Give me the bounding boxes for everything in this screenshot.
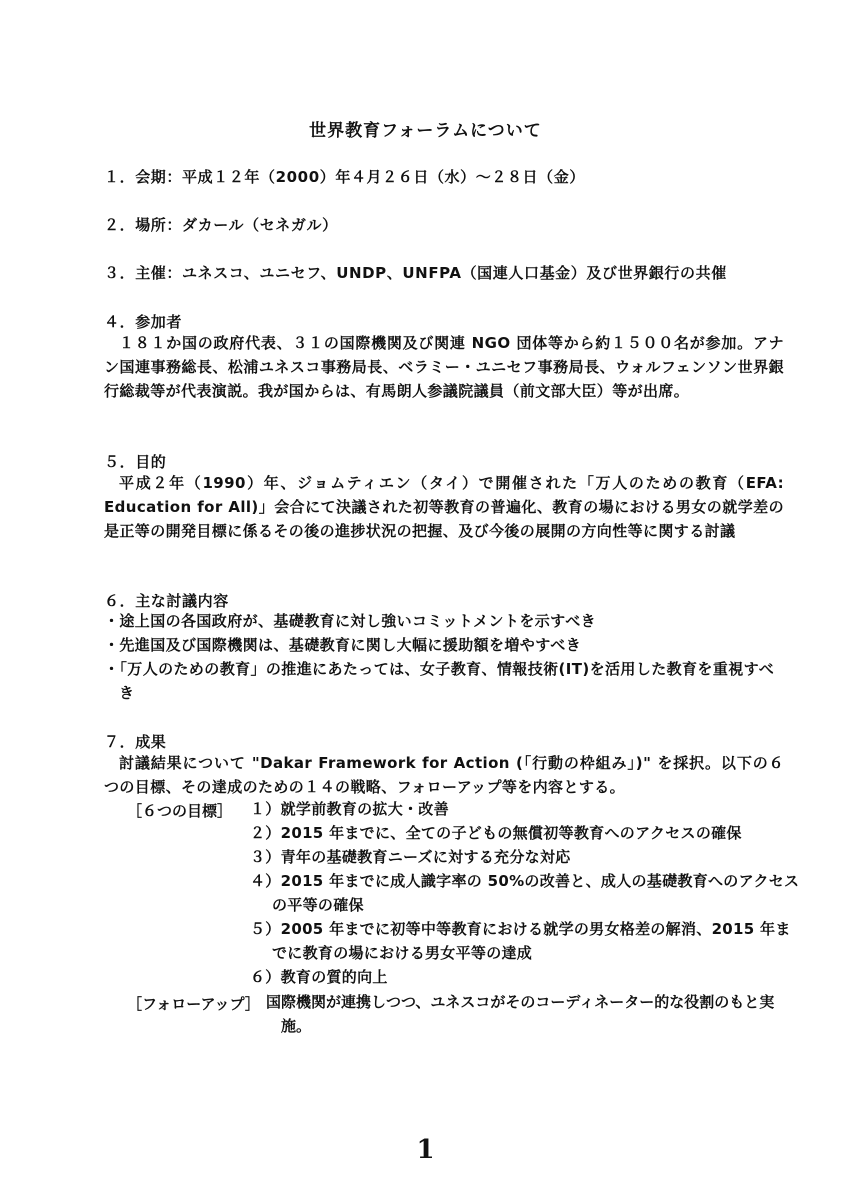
section-1-dates: １．会期：平成１２年（2000）年４月２６日（水）～２８日（金） bbox=[104, 168, 585, 186]
section-2-venue: ２．場所：ダカール（セネガル） bbox=[104, 216, 338, 234]
section-7-heading: ７．成果 bbox=[104, 733, 167, 751]
section-3-organizers: ３．主催：ユネスコ、ユニセフ、UNDP、UNFPA（国連人口基金）及び世界銀行の共催 bbox=[104, 264, 727, 282]
section-4-body: １８１か国の政府代表、３１の国際機関及び関連 NGO 団体等から約１５００名が参加。アナン国連事務総長、松浦ユネスコ事務局長、ベラミー・ユニセフ事務局長、ウォルフェンソン世界銀行総裁等が代表演説。我が国からは、有馬朗人参議院議員（前文部大臣）等が出席。 bbox=[104, 334, 784, 400]
goals-label: ［６つの目標］ bbox=[127, 802, 233, 820]
list-item: ・「万人のための教育」の推進にあたっては、女子教育、情報技術(IT)を活用した教育を重視すべき bbox=[104, 660, 775, 702]
section-7-body: 討議結果について "Dakar Framework for Action (「行動の枠組み」)" を採択。以下の６つの目標、その達成のための１４の戦略、フォローアップ等を内容とする。 bbox=[104, 754, 784, 796]
followup-text: 国際機関が連携しつつ、ユネスコがそのコーディネーター的な役割のもと実施。 bbox=[266, 993, 775, 1035]
discussion-list bbox=[104, 609, 784, 705]
section-5-body: 平成２年（1990）年、ジョムティエン（タイ）で開催された「万人のための教育（EFA: Education for All)」会合にて決議された初等教育の普遍化、教育の場における男女の就学差の是正等の開発目標に係るその後の進捗状況の把握、及び今後の展開の方向性等に関する討議 bbox=[104, 474, 784, 540]
goal-item: ５）2005 年までに初等中等教育における就学の男女格差の解消、2015 年までに教育の場における男女平等の達成 bbox=[250, 920, 791, 962]
section-4-heading: ４．参加者 bbox=[104, 313, 183, 331]
section-6-heading: ６．主な討議内容 bbox=[104, 592, 229, 610]
goal-item: ６）教育の質的向上 bbox=[250, 968, 388, 986]
list-item: ・途上国の各国政府が、基礎教育に対し強いコミットメントを示すべき bbox=[104, 612, 597, 630]
list-item: ・先進国及び国際機関は、基礎教育に関し大幅に援助額を増やすべき bbox=[104, 636, 582, 654]
goal-item: １）就学前教育の拡大・改善 bbox=[250, 800, 449, 818]
section-5-heading: ５．目的 bbox=[104, 453, 167, 471]
goal-item: ４）2015 年までに成人識字率の 50%の改善と、成人の基礎教育へのアクセスの平等の確保 bbox=[250, 872, 800, 914]
page-number: 1 bbox=[416, 1135, 435, 1165]
goal-item: ３）青年の基礎教育ニーズに対する充分な対応 bbox=[250, 848, 571, 866]
page-title: 世界教育フォーラムについて bbox=[309, 121, 542, 141]
followup-label: ［フォローアップ］ bbox=[127, 995, 260, 1013]
goal-item: ２）2015 年までに、全ての子どもの無償初等教育へのアクセスの確保 bbox=[250, 824, 742, 842]
